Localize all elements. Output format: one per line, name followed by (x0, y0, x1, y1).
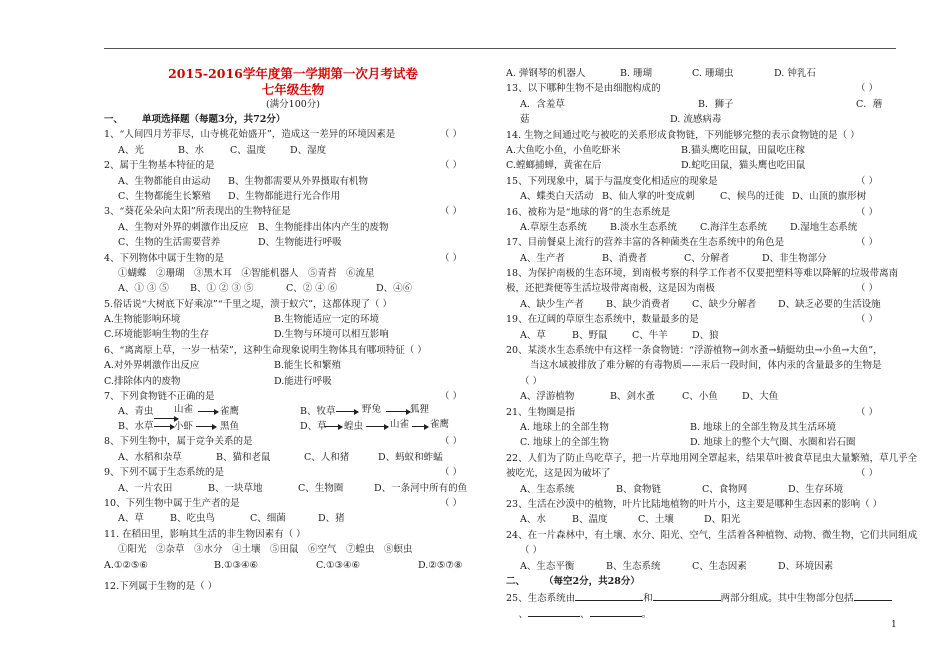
q24-line1: 24、在一片森林中，有土壤、水分、阳光、空气，生活着各种植物、动物、微生物，它们共同组成 (506, 529, 918, 541)
q3-stem: 3、“葵花朵朵向太阳”所表现出的生物特征是 （ ） (104, 206, 462, 218)
arrow-icon (336, 411, 358, 412)
q11-options: A.①②⑤⑥ B.①③④⑥ C.①③④⑥ D.②⑤⑦⑧ (104, 559, 463, 571)
q20-line1: 20、某淡水生态系统中有这样一条食物链：“浮游植物→剑水蚤→蜻蜓幼虫→小鱼→大鱼”， (506, 345, 883, 357)
q14-stem: 14. 生物之间通过吃与被吃的关系形成食物链，下列能够完整的表示食物链的是（ ） (506, 129, 860, 141)
q23-stem: 23、生活在沙漠中的植物，叶片比陆地植物的叶片小，这主要是哪种生态因素的影响（ ） (506, 498, 883, 510)
q25-line1: 25、生态系统由 和 两部分组成。其中生物部分包括 (506, 589, 898, 604)
q22-line1: 22、人们为了防止鸟吃草子，把一片草地用网全罩起来，结果草叶被食草昆虫大量繁殖，草几乎全 (506, 452, 918, 464)
q19-stem: 19、在辽阔的草原生态系统中，数量最多的是 （ ） (506, 314, 878, 326)
q3-options-row2: C、生物的生活需要营养 D、生物能进行呼吸 (118, 237, 342, 249)
q13-options: A．含羞草 B．狮子 C．蘑 (520, 98, 883, 110)
q15-options: A、蝶类白天活动 B、仙人掌的叶变成刺 C、候鸟的迁徙 D、山顶的旗形树 (520, 191, 867, 203)
answer-blank[interactable] (590, 605, 642, 617)
section-two-heading: 二、 （每空2分，共28分） (506, 575, 640, 587)
q5-stem: 5.俗话说“大树底下好乘凉”“千里之堤，溃于蚁穴”，这都体现了（ ） (104, 298, 393, 310)
q16-stem: 16、被称为是“地球的肾”的生态系统是 （ ） (506, 206, 878, 218)
q9-options: A、一片农田 B、一块草地 C、生物圈 D、一条河中所有的鱼 (118, 482, 468, 494)
q10-stem: 10、下列生物中属于生产者的是 （ ） (104, 497, 462, 509)
arrow-icon (386, 411, 410, 412)
q6-stem: 6、“离离原上草，一岁一枯荣”，这种生命现象说明生物体具有哪项特征（ ） (104, 344, 427, 356)
q25-line2: 、 、 。 (506, 605, 898, 620)
q12-options: A. 弹钢琴的机器人 B. 珊瑚 C. 珊瑚虫 D. 钟乳石 (506, 68, 816, 79)
q22-options: A、生态系统 B、食物链 C、食物网 D、生存环境 (520, 483, 844, 495)
right-column (506, 66, 918, 620)
answer-blank[interactable] (653, 589, 721, 601)
q18-line1: 18、为保护南极的生态环境，到南极考察的科学工作者不仅要把塑料等难以降解的垃圾带离南 (506, 268, 899, 280)
q23-options: A、水 B、温度 C、土壤 D、阳光 (520, 514, 741, 526)
q21-options-row2: C. 地球上的全部生物 D. 地球上的整个大气圈、水圈和岩石圈 (520, 437, 856, 449)
arrow-icon (412, 426, 428, 427)
q8-stem: 8、下列生物中，属于竞争关系的是 （ ） (104, 436, 462, 448)
q5-options-row2: C.环境能影响生物的生存 D.生物与环境可以相互影响 (104, 329, 389, 341)
q2-options-row2: C、生物都能生长繁殖 D、生物都能进行光合作用 (118, 190, 341, 202)
q4-options: A、① ③ ⑤ B、① ② ③ ⑤ C、② ④ ⑥ D、④⑥ (118, 283, 413, 295)
q4-stem: 4、下列物体中属于生物的是 （ ） (104, 252, 462, 264)
q1-options: A、光 B、水 C、温度 D、湿度 (118, 144, 327, 156)
exam-title: 2015-2016学年度第一学期第一次月考试卷 (168, 66, 418, 81)
left-column (104, 66, 482, 594)
answer-blank[interactable] (854, 589, 892, 601)
arrow-icon (154, 426, 174, 427)
arrow-icon (196, 426, 216, 427)
q19-options: A、草 B、野鼠 C、牛羊 D、狼 (520, 329, 719, 341)
q20-line2: 当这水域被排放了难分解的有毒物质——汞后一段时间，体内汞的含量最多的生物是 (530, 360, 882, 372)
q18-line2: 极，还把粪便等生活垃圾带离南极，这是因为南极 （ ） (506, 283, 878, 295)
section-one-heading: 一、 单项选择题（每题3分，共72分） (104, 114, 286, 125)
q7-food-chains: A、青虫 山雀 雀鹰 B、牧草 野兔 狐狸 B、水草 小虾 黑鱼 D、草 蝗虫 山雀 雀鹰 (118, 404, 450, 433)
q2-options-row1: A、生物都能自由运动 B、生物都需要从外界摄取有机物 (118, 175, 368, 187)
q6-options-row1: A.对外界刺激作出反应 B.能生长和繁殖 (104, 360, 342, 372)
arrow-icon (366, 426, 388, 427)
q17-options: A、生产者 B、消费者 C、分解者 D、非生物部分 (520, 252, 827, 264)
q5-options-row1: A.生物能影响环境 B.生物能适应一定的环境 (104, 314, 380, 326)
q7-stem: 7、下列食物链不正确的是 （ ） (104, 391, 462, 403)
q4-items: ①蝴蝶 ②珊瑚 ③黑木耳 ④智能机器人 ⑤青苔 ⑥流星 (118, 267, 375, 279)
q17-stem: 17、目前餐桌上流行的营养丰富的各种菌类在生态系统中的角色是 （ ） (506, 237, 878, 249)
q14-options-row1: A.大鱼吃小鱼，小鱼吃虾米 B.猫头鹰吃田鼠，田鼠吃庄稼 (506, 144, 806, 156)
q21-options-row1: A. 地球上的全部生物 B. 地球上的全部生物及其生活环境 (520, 421, 837, 433)
q2-stem: 2、属于生物基本特征的是 （ ） (104, 160, 462, 172)
q20-options: A、浮游植物 B、剑水蚤 C、小鱼 D、大鱼 (520, 391, 779, 403)
q24-options: A、生态平衡 B、生态系统 C、生态因素 D、环境因素 (520, 560, 834, 572)
q3-options-row1: A、生物对外界的刺激作出反应 B、生物能排出体内产生的废物 (118, 221, 389, 233)
q14-options-row2: C.螳螂捕蝉，黄雀在后 D.蛇吃田鼠，猫头鹰也吃田鼠 (506, 160, 806, 172)
q21-stem: 21、生物圈是指 （ ） (506, 406, 878, 418)
q1-stem: 1、“人间四月芳菲尽，山寺桃花始盛开”，造成这一差异的环境因素是 （ ） (104, 129, 462, 141)
q11-items: ①阳光 ②杂草 ③水分 ④土壤 ⑤田鼠 ⑥空气 ⑦蝗虫 ⑧螟虫 (118, 544, 413, 556)
q20-line3: （ ） (520, 375, 543, 387)
q11-stem: 11. 在稻田里，影响其生活的非生物因素有（ ） (104, 528, 306, 540)
q18-options: A、缺少生产者 B、缺少消费者 C、缺少分解者 D、缺乏必要的生活设施 (520, 298, 881, 310)
arrow-icon (324, 426, 342, 427)
q13-options-row2: 菇 D. 流感病毒 (520, 114, 722, 126)
q24-line2: （ ） (520, 545, 543, 557)
arrow-icon (198, 411, 218, 412)
q6-options-row2: C.排除体内的废物 D.能进行呼吸 (104, 375, 332, 387)
q10-options: A、草 B、吃虫鸟 C、细菌 D、猪 (118, 513, 345, 525)
q12-stem: 12.下列属于生物的是（ ） (104, 580, 218, 592)
q15-stem: 15、下列现象中，属于与温度变化相适应的现象是 （ ） (506, 175, 878, 187)
header-rule (104, 48, 896, 49)
score-note: (满分100分) (265, 99, 321, 110)
q13-stem: 13、以下哪种生物不是由细胞构成的 （ ） (506, 83, 878, 95)
q22-line2: 被吃光，这是因为破坏了 （ ） (506, 468, 878, 480)
q16-options: A.草原生态系统 B.淡水生态系统 C.海洋生态系统 D.湿地生态系统 (520, 221, 858, 233)
exam-subject: 七年级生物 (261, 82, 325, 97)
answer-blank[interactable] (575, 589, 643, 601)
answer-blank[interactable] (528, 605, 580, 617)
q9-stem: 9、下列不属于生态系统的是 （ ） (104, 467, 462, 479)
q8-options: A、水稻和杂草 B、猫和老鼠 C、人和猪 D、蚂蚁和蚱蜢 (118, 451, 443, 463)
page-number: 1 (891, 620, 897, 630)
